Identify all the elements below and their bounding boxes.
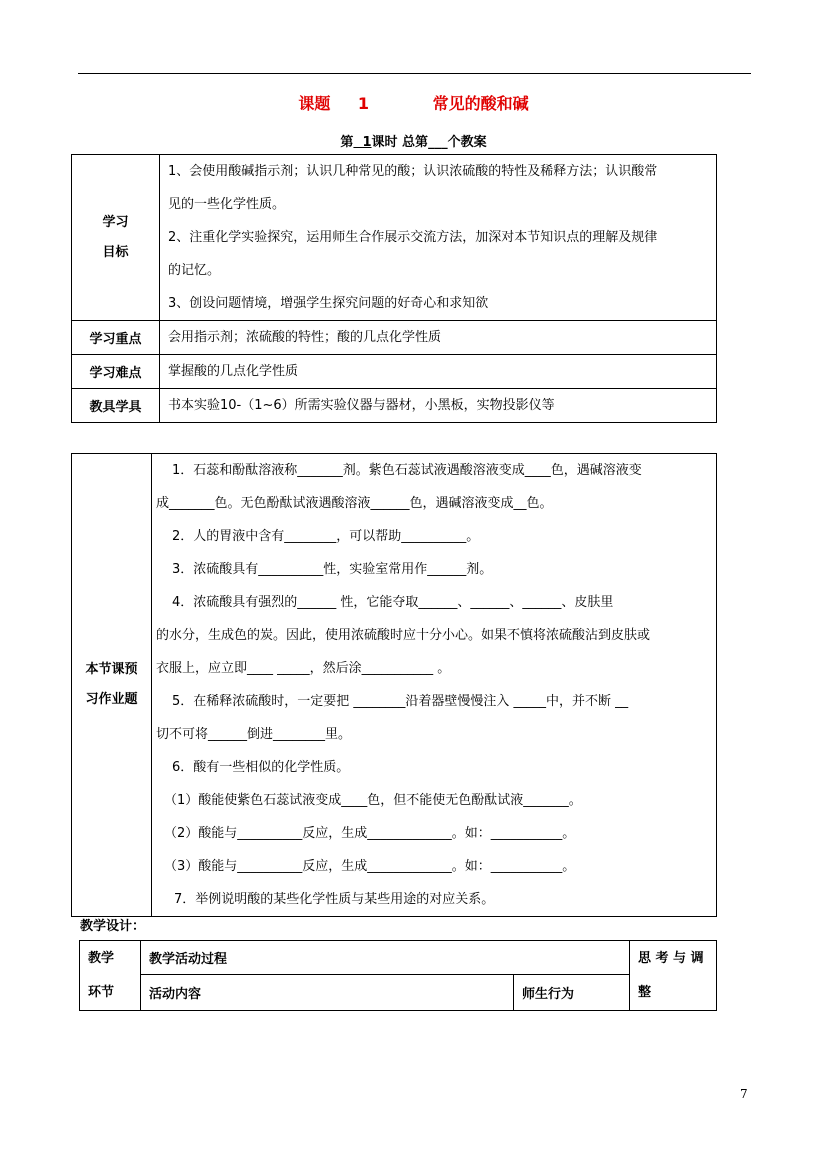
subtitle-mid: 课时 总第 <box>371 135 429 150</box>
objective-3: 3、创设问题情境，增强学生探究问题的好奇心和求知欲 <box>168 296 489 311</box>
lesson-subtitle <box>0 131 827 150</box>
question-6-1: （1）酸能使紫色石蕊试液变成____色，但不能使无色酚酞试液_______。 <box>164 793 582 808</box>
design-reflect-header: 思 考 与 调 整 <box>630 941 717 1011</box>
question-5: 5．在稀释浓硫酸时，一定要把 ________沿着器壁慢慢注入 _____中，并不断 __ <box>172 694 629 709</box>
title-number: 1 <box>357 94 370 113</box>
objectives-label: 学习 目标 <box>72 155 160 321</box>
subtitle-post: 个教案 <box>447 135 487 150</box>
design-behavior-header: 师生行为 <box>514 975 630 1011</box>
key-points-value: 会用指示剂；浓硫酸的特性；酸的几点化学性质 <box>160 321 717 355</box>
key-points-label: 学习重点 <box>72 321 160 355</box>
question-6-2: （2）酸能与__________反应，生成_____________。如：___________。 <box>164 826 576 841</box>
lesson-title <box>0 91 827 114</box>
subtitle-blank: ___ <box>428 135 448 150</box>
objective-1: 1、会使用酸碱指示剂；认识几种常见的酸；认识浓硫酸的特性及稀释方法；认识酸常 <box>168 164 658 179</box>
design-process-header: 教学活动过程 <box>141 941 630 975</box>
question-7: 7．举例说明酸的某些化学性质与某些用途的对应关系。 <box>174 892 495 907</box>
page-number: 7 <box>740 1087 748 1101</box>
question-4: 4．浓硫酸具有强烈的______ 性，它能夺取______、______、______、皮肤里 <box>172 595 614 610</box>
question-3: 3．浓硫酸具有__________性，实验室常用作______剂。 <box>172 562 493 577</box>
design-table <box>79 940 717 1011</box>
question-1: 1．石蕊和酚酞溶液称_______剂。紫色石蕊试液遇酸溶液变成____色，遇碱溶液变 <box>172 463 642 478</box>
title-part1: 课题 <box>298 94 331 113</box>
objectives-content: 1、会使用酸碱指示剂；认识几种常见的酸；认识浓硫酸的特性及稀释方法；认识酸常 见的一些化学性质。 2、注重化学实验探究，运用师生合作展示交流方法，加深对本节知识点的理解及规律 的记忆。 3、创设问题情境，增强学生探究问题的好奇心和求知欲 <box>160 155 717 321</box>
tools-label: 教具学具 <box>72 389 160 423</box>
design-label: 教学设计： <box>80 919 146 934</box>
difficulties-label: 学习难点 <box>72 355 160 389</box>
objectives-table <box>71 154 717 423</box>
objective-2: 2、注重化学实验探究，运用师生合作展示交流方法，加深对本节知识点的理解及规律 <box>168 230 658 245</box>
design-stage-header: 教学 环节 <box>80 941 141 1011</box>
difficulties-value: 掌握酸的几点化学性质 <box>160 355 717 389</box>
question-6: 6．酸有一些相似的化学性质。 <box>172 760 350 775</box>
design-activity-header: 活动内容 <box>141 975 514 1011</box>
preview-label: 本节课预 习作业题 <box>72 454 152 917</box>
tools-value: 书本实验10-（1~6）所需实验仪器与器材，小黑板，实物投影仪等 <box>160 389 717 423</box>
subtitle-period-number: 1 <box>362 135 372 150</box>
question-2: 2．人的胃液中含有________，可以帮助__________。 <box>172 529 480 544</box>
subtitle-pre: 第 <box>340 135 354 150</box>
question-6-3: （3）酸能与__________反应，生成_____________。如：___________。 <box>164 859 576 874</box>
preview-table <box>71 453 717 917</box>
preview-content: 1．石蕊和酚酞溶液称_______剂。紫色石蕊试液遇酸溶液变成____色，遇碱溶液变 成_______色。无色酚酞试液遇酸溶液______色，遇碱溶液变成__色。 2．人的胃液中含有________，可以帮助__________。 3．浓硫酸具有__________性，实验室常用作______剂。 4．浓硫酸具有强烈的______ 性，它能夺取______、______、______、皮肤里 的水分，生成色的炭。因此，使用浓硫酸时应十分小心。如果不慎将浓硫酸沾到皮肤或 衣服上，应立即____ _____，然后涂___________ 。 5．在稀释浓硫酸时，一定要把 ________沿着器壁慢慢注入 _____中，并不断 __ 切不可将______倒进________里。 6．酸有一些相似的化学性质。 （1）酸能使紫色石蕊试液变成____色，但不能使无色酚酞试液_______。 （2）酸能与__________反应，生成_____________。如：___________。 （3）酸能与__________反应，生成_____________。如：___________。 7．举例说明酸的某些化学性质与某些用途的对应关系。 <box>152 454 717 917</box>
header-rule <box>78 73 751 74</box>
title-topic: 常见的酸和碱 <box>432 94 529 113</box>
